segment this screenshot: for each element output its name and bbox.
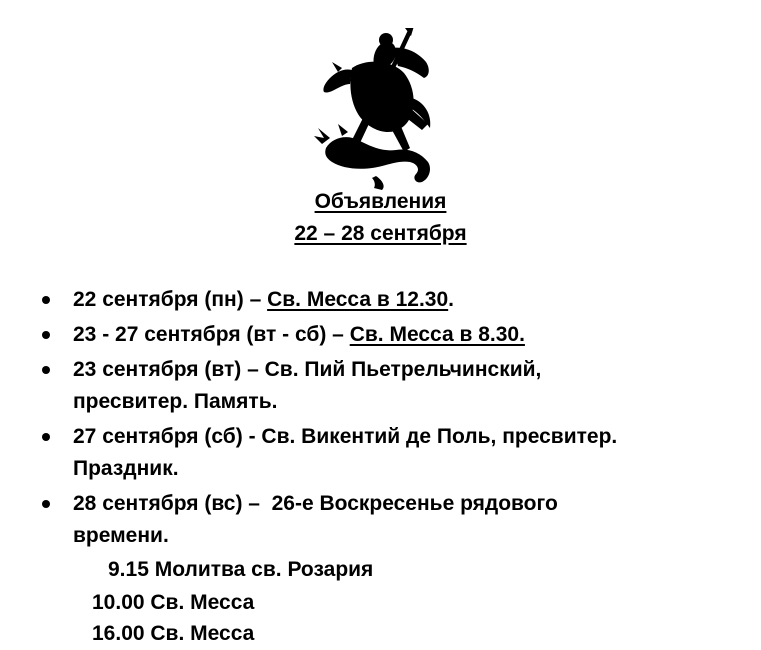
item-text: 22 сентября (пн) – [73,288,268,311]
list-item [0,354,761,418]
item-text: . [448,288,455,311]
item-text: 23 сентября (вт) – Св. Пий Пьетрельчинский, пресвитер. Память. [73,358,542,413]
bullet-icon [42,296,50,304]
list-item [0,319,761,351]
mass-link[interactable]: Св. Месса в 8.30. [349,323,525,346]
st-george-dragon-icon [312,28,442,190]
list-item [0,284,761,316]
bullet-icon [42,500,50,508]
item-text: 23 - 27 сентября (вт - сб) – [73,323,350,346]
schedule-line: 10.00 Св. Месса [92,591,255,614]
page-title: Объявления [314,190,447,213]
bullet-icon [42,331,50,339]
list-item [0,421,761,485]
list-item [0,488,761,552]
mass-link[interactable]: Св. Месса в 12.30 [267,288,449,311]
schedule-line: 9.15 Молитва св. Розария [108,558,374,581]
bullet-icon [42,433,50,441]
bullet-icon [42,366,50,374]
date-range: 22 – 28 сентября [294,222,467,245]
item-text: 28 сентября (вс) – 26-е Воскресенье рядового времени. [73,492,564,547]
announcement-list [0,284,761,555]
item-text: 27 сентября (сб) - Св. Викентий де Поль, пресвитер. Праздник. [73,425,618,480]
schedule-line: 16.00 Св. Месса [92,622,255,645]
